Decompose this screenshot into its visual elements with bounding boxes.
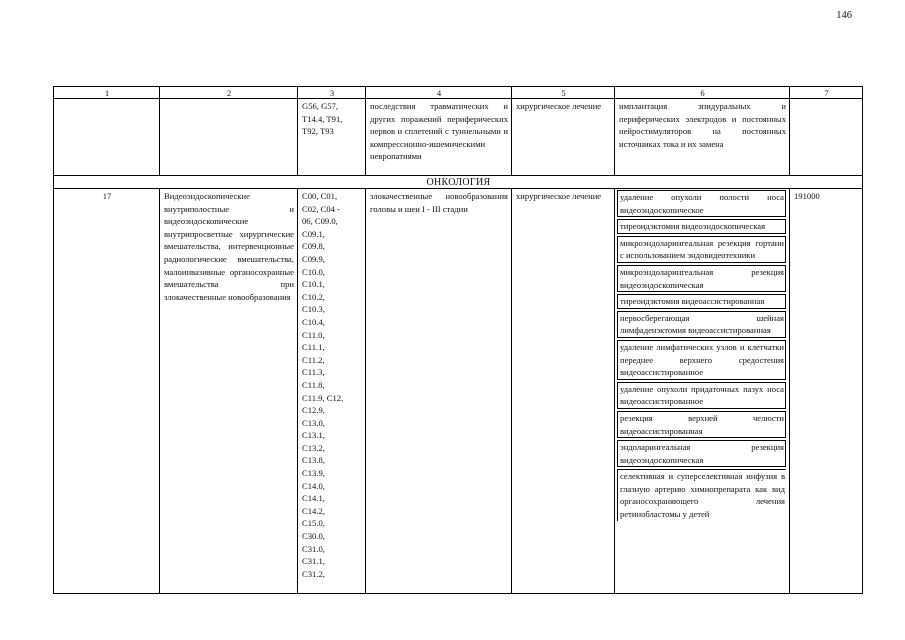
icd-code-line: C31.0,	[302, 543, 325, 554]
treatment-method-item: удаление лимфатических узлов и клетчатки переднее верхнего средостения видеоассистированное	[617, 340, 786, 380]
row1-model-cell: последствия травматических и других поражений периферических нервов и сплетений с туннельными и компрессионно-ишемическими невропатиями	[366, 99, 512, 176]
row2-name-cell: Видеоэндоскопические внутриполостные и видеоэндоскопические внутрипросветные хирургические вмешательства, интервенционные радиологические вмешательства, малоинвазивные органосохранные вмешательства при злокачественные новообразования	[160, 189, 298, 594]
treatment-method-item: тиреоидэктомия видеоассистированная	[617, 294, 786, 309]
treatment-method-item: микроэндоларингеальная резекция гортани с использованием эндовидеотехники	[617, 236, 786, 263]
icd-code-line: C14.2,	[302, 505, 325, 516]
icd-code-line: 06, C09.0,	[302, 216, 338, 227]
icd-code-line: C09.1,	[302, 228, 325, 239]
treatment-method-item: нервосберегающая шейная лимфаденэктомия видеоассистированная	[617, 311, 786, 338]
header-col-2: 2	[160, 87, 298, 99]
icd-code-line: C10.4,	[302, 316, 325, 327]
icd-code-line: C11.8,	[302, 379, 325, 390]
row2-number-cell: 17	[54, 189, 160, 594]
header-col-7: 7	[790, 87, 863, 99]
icd-code-line: C11.1,	[302, 342, 325, 353]
row1-method-cell: имплантация эпидуральных и периферических электродов и постоянных нейростимуляторов на постоянных источниках тока и их замена	[615, 99, 790, 176]
icd-code-line: C12.9,	[302, 405, 325, 416]
icd-code-line: C11.2,	[302, 354, 325, 365]
icd-code-line: C14.1,	[302, 493, 325, 504]
page-number: 146	[836, 10, 852, 21]
icd-code-line: C31.1,	[302, 556, 325, 567]
header-col-1: 1	[54, 87, 160, 99]
icd-code-line: C30.0,	[302, 531, 325, 542]
icd-code-line: C11.9, C12,	[302, 392, 344, 403]
treatment-method-item: резекция верхней челюсти видеоассистированная	[617, 411, 786, 438]
icd-code-line: C13.2,	[302, 442, 325, 453]
row2-model-cell: злокачественные новообразования головы и шеи I - III стадии	[366, 189, 512, 594]
icd-code-line: C13.9,	[302, 468, 325, 479]
header-col-3: 3	[298, 87, 366, 99]
icd-code-line: C09.9,	[302, 253, 325, 264]
row1-name-cell	[160, 99, 298, 176]
treatment-method-item: микроэндоларингеальная резекция видеоэндоскопическая	[617, 265, 786, 292]
section-title: ОНКОЛОГИЯ	[54, 176, 863, 189]
icd-code-line: C10.2,	[302, 291, 325, 302]
icd-code-line: C31.2,	[302, 568, 325, 579]
icd-code-line: C13.8,	[302, 455, 325, 466]
icd-code-line: C10.3,	[302, 304, 325, 315]
icd-code-line: C15.0,	[302, 518, 325, 529]
section-row	[54, 176, 863, 189]
icd-code-line: C14.0,	[302, 480, 325, 491]
medical-care-table	[53, 86, 863, 594]
treatment-method-item: тиреоидэктомия видеоэндоскопическая	[617, 219, 786, 234]
icd-code-line: T14.4, T91,	[302, 113, 343, 124]
row2-treatment-cell: хирургическое лечение	[512, 189, 615, 594]
treatment-method-item: удаление опухоли придаточных пазух носа видеоассистированное	[617, 382, 786, 409]
header-col-5: 5	[512, 87, 615, 99]
row1-cost-cell	[790, 99, 863, 176]
treatment-method-item: эндоларингеальная резекция видеоэндоскопическая	[617, 440, 786, 467]
row2-methods-cell	[615, 189, 790, 594]
icd-code-line: C02, C04 -	[302, 203, 340, 214]
icd-code-line: C00, C01,	[302, 191, 338, 201]
row2-cost-cell: 191000	[790, 189, 863, 594]
row2-codes-cell	[298, 189, 366, 594]
icd-code-line: C10.1,	[302, 279, 325, 290]
icd-code-line: C11.0,	[302, 329, 325, 340]
row1-number-cell	[54, 99, 160, 176]
icd-code-line: C09.8,	[302, 241, 325, 252]
icd-code-line: C13.1,	[302, 430, 325, 441]
table-header-row	[54, 87, 863, 99]
header-col-6: 6	[615, 87, 790, 99]
table-row	[54, 99, 863, 176]
icd-code-line: G56, G57,	[302, 101, 339, 111]
icd-code-line: C11.3,	[302, 367, 325, 378]
treatment-method-item: селективная и суперселективная инфузия в глазную артерию химиопрепарата как вид органосохраняющего лечения ретинобластомы у детей	[617, 469, 786, 520]
icd-code-line: C10.0,	[302, 266, 325, 277]
table-row	[54, 189, 863, 594]
header-col-4: 4	[366, 87, 512, 99]
icd-code-line: C13.0,	[302, 417, 325, 428]
row1-codes-cell	[298, 99, 366, 176]
treatment-method-item: удаление опухоли полости носа видеоэндоскопическое	[617, 190, 786, 217]
row1-treatment-cell: хирургическое лечение	[512, 99, 615, 176]
icd-code-line: T92, T93	[302, 126, 334, 137]
